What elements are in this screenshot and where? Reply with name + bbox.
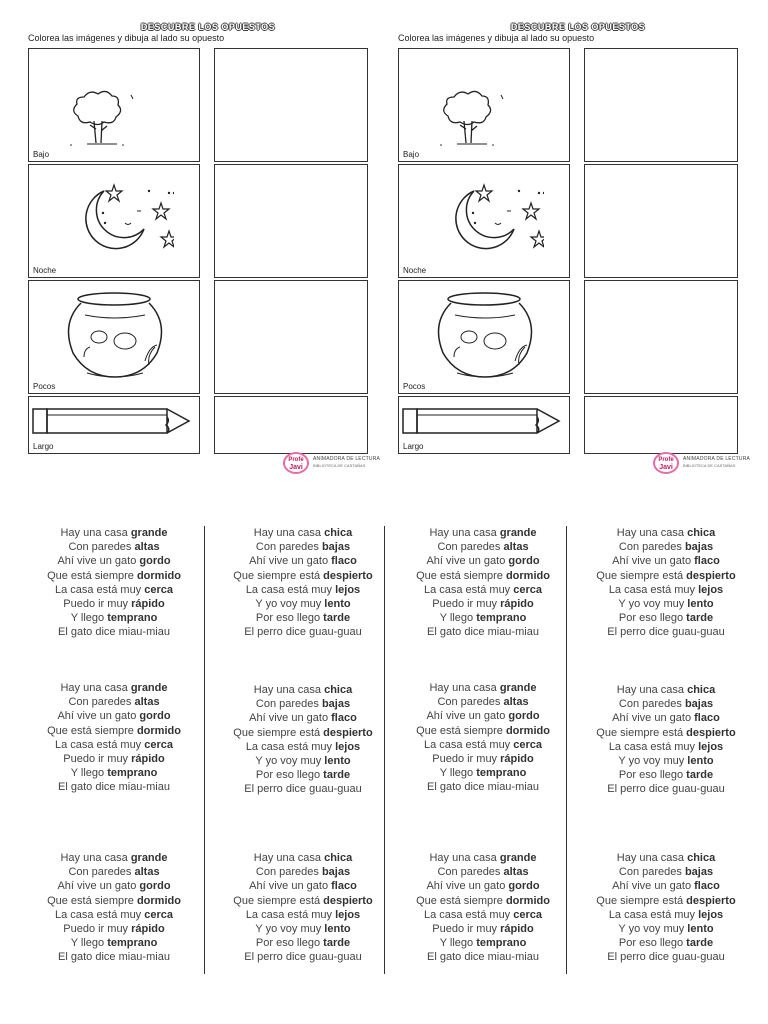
opposite-word: grande [499,527,537,539]
poem-line: Y llego temprano [70,937,158,950]
drawing-box[interactable] [584,280,738,394]
drawing-box[interactable] [214,396,368,454]
opposite-word: lento [687,923,714,936]
opposite-word: cerca [144,583,174,596]
poem-line: La casa está muy lejos [245,740,361,753]
poem-line: La casa está muy lejos [608,583,724,596]
opposite-word: temprano [107,937,158,950]
drawing-box[interactable] [584,164,738,278]
poem-line: Con paredes altas [437,541,529,554]
poem-line: Y llego temprano [439,937,527,950]
opposite-word: cerca [513,583,543,596]
poem-line: Puedo ir muy rápido [432,753,534,766]
opposite-word: chica [687,527,716,539]
poem-line: Con paredes bajas [255,866,351,879]
poem-line: Ahí vive un gato flaco [612,712,720,725]
opposite-word: rápido [500,923,534,936]
poem-line: Ahí vive un gato gordo [426,880,540,893]
poem-line: Ahí vive un gato gordo [426,555,540,568]
poem-line: Con paredes bajas [618,541,714,554]
opposite-word: gordo [139,555,171,568]
poem-line: Y llego temprano [439,612,527,625]
opposite-word: despierto [686,569,736,582]
opposite-word: lejos [335,583,361,596]
logo-line-2: BIBLIOTECA DE CASTAÑAS [683,463,736,468]
poem-line: La casa está muy cerca [54,908,174,921]
picture-box [28,48,200,162]
opposite-word: bajas [684,866,714,879]
opposite-word: rápido [131,923,165,936]
poem-line: Que siempre está despierto [596,726,736,739]
picture-label: Noche [403,266,427,275]
poem-line: Y llego temprano [439,767,527,780]
poem-line: La casa está muy cerca [54,583,174,596]
logo-badge: Profe Javi [653,452,679,474]
poem-line: El perro dice guau-guau [244,951,362,964]
opposite-word: lento [324,598,351,611]
poem-line: Ahí vive un gato gordo [57,710,171,723]
poem-card-opposites [576,683,756,797]
poem-line: Ahí vive un gato flaco [612,555,720,568]
poem-line: Que siempre está despierto [596,569,736,582]
opposite-word: flaco [694,712,720,725]
opposite-word: gordo [508,555,540,568]
opposite-word: bajas [684,541,714,554]
opposite-word: rápido [500,753,534,766]
opposite-word: flaco [694,880,720,893]
poem-line: Por eso llego tarde [618,612,714,625]
picture-label: Largo [403,442,424,451]
opposite-word: flaco [331,880,357,893]
poem-line: Con paredes altas [437,866,529,879]
picture-label: Bajo [33,150,50,159]
opposite-word: despierto [686,894,736,907]
poem-line: Por eso llego tarde [255,769,351,782]
poem-line: Ahí vive un gato flaco [249,880,357,893]
poem-line: Puedo ir muy rápido [63,598,165,611]
opposite-word: lejos [698,583,724,596]
opposite-word: chica [687,684,716,696]
poem-line: El gato dice miau-miau [427,626,539,639]
poem-line: Por eso llego tarde [618,769,714,782]
drawing-box[interactable] [214,280,368,394]
opposite-word: rápido [131,753,165,766]
picture-label: Bajo [403,150,420,159]
poem-line: Hay una casa grande [60,682,168,694]
poem-line: Que siempre está despierto [596,894,736,907]
poem-line: El perro dice guau-guau [607,783,725,796]
poem-line: Que está siempre dormido [416,894,550,907]
poem-line: Que está siempre dormido [416,724,550,737]
opposite-word: temprano [107,612,158,625]
picture-box [28,280,200,394]
poem-line: Y yo voy muy lento [618,755,714,768]
opposite-word: lento [687,755,714,768]
poem-line: Y yo voy muy lento [618,598,714,611]
poem-line: Hay una casa chica [616,527,716,539]
opposite-word: rápido [131,598,165,611]
opposite-word: lento [324,923,351,936]
poem-line: Con paredes bajas [618,698,714,711]
poem-line: Que siempre está despierto [233,894,373,907]
opposite-word: temprano [476,937,527,950]
poem-line: Puedo ir muy rápido [432,598,534,611]
profe-javi-logo [283,452,393,476]
poem-line: Con paredes altas [68,541,160,554]
opposite-word: lejos [698,908,724,921]
poem-line: El perro dice guau-guau [607,626,725,639]
poem-line: Con paredes altas [68,696,160,709]
picture-box [398,164,570,278]
drawing-box[interactable] [584,396,738,454]
poem-line: La casa está muy cerca [423,908,543,921]
opposite-word: tarde [686,937,714,950]
poem-line: Ahí vive un gato gordo [426,710,540,723]
poem-card-original [24,681,204,795]
drawing-box[interactable] [584,48,738,162]
poem-line: Hay una casa chica [253,684,353,696]
poem-line: El gato dice miau-miau [427,951,539,964]
poem-line: Hay una casa chica [616,684,716,696]
opposite-word: gordo [508,710,540,723]
opposite-word: lejos [698,740,724,753]
poem-line: Puedo ir muy rápido [432,923,534,936]
opposite-word: lento [324,755,351,768]
opposite-word: tarde [323,937,351,950]
opposite-word: dormido [136,894,181,907]
poem-line: La casa está muy lejos [608,908,724,921]
poem-line: Que siempre está despierto [233,726,373,739]
opposite-word: altas [503,696,529,709]
opposite-word: dormido [505,894,550,907]
poem-line: Y llego temprano [70,612,158,625]
poem-line: La casa está muy lejos [608,740,724,753]
logo-line-1: ANIMADORA DE LECTURA [683,456,751,462]
opposite-word: gordo [508,880,540,893]
worksheet-right [398,22,758,471]
poem-line: La casa está muy cerca [423,583,543,596]
worksheet-title: DESCUBRE LOS OPUESTOS [510,22,646,32]
opposite-word: lejos [335,740,361,753]
poem-line: Puedo ir muy rápido [63,923,165,936]
poem-line: Con paredes altas [68,866,160,879]
opposite-word: despierto [323,726,373,739]
drawing-box[interactable] [214,48,368,162]
poem-line: El perro dice guau-guau [607,951,725,964]
poem-line: Ahí vive un gato gordo [57,555,171,568]
poem-line: La casa está muy cerca [423,738,543,751]
poem-line: El gato dice miau-miau [58,781,170,794]
logo-line-2: BIBLIOTECA DE CASTAÑAS [313,463,366,468]
poem-card-opposites [213,683,393,797]
poem-line: La casa está muy lejos [245,908,361,921]
opposite-word: flaco [331,555,357,568]
opposite-word: lejos [335,908,361,921]
poem-card-opposites [576,526,756,640]
poem-line: Ahí vive un gato gordo [57,880,171,893]
opposite-word: tarde [323,769,351,782]
worksheet-instructions: Colorea las imágenes y dibuja al lado su opuesto [398,33,595,43]
worksheet-instructions: Colorea las imágenes y dibuja al lado su opuesto [28,33,225,43]
poem-line: El perro dice guau-guau [244,783,362,796]
poem-card-original [24,851,204,965]
opposite-word: rápido [500,598,534,611]
picture-label: Noche [33,266,57,275]
opposite-word: lento [687,598,714,611]
poem-line: Puedo ir muy rápido [63,753,165,766]
poem-line: Por eso llego tarde [255,612,351,625]
opposite-word: flaco [694,555,720,568]
opposite-word: tarde [686,769,714,782]
poem-line: Con paredes bajas [255,698,351,711]
opposite-word: grande [499,682,537,694]
opposite-word: temprano [476,612,527,625]
poem-line: Que está siempre dormido [47,724,181,737]
poem-line: La casa está muy lejos [245,583,361,596]
picture-box [28,396,200,454]
poem-line: Ahí vive un gato flaco [612,880,720,893]
opposite-word: bajas [321,866,351,879]
opposite-word: altas [134,866,160,879]
picture-label: Pocos [33,382,56,391]
poem-line: Hay una casa chica [253,527,353,539]
opposite-word: cerca [513,908,543,921]
opposite-word: despierto [323,894,373,907]
opposite-word: temprano [107,767,158,780]
opposite-word: grande [130,852,168,864]
opposite-word: cerca [144,908,174,921]
poem-line: El gato dice miau-miau [58,626,170,639]
poem-line: Hay una casa chica [253,852,353,864]
opposite-word: cerca [513,738,543,751]
opposite-word: chica [687,852,716,864]
poem-line: La casa está muy cerca [54,738,174,751]
poem-line: Y yo voy muy lento [255,923,351,936]
poem-card-original [393,681,573,795]
poem-line: El gato dice miau-miau [58,951,170,964]
poem-line: Con paredes altas [437,696,529,709]
column-divider [204,526,205,974]
poem-line: Por eso llego tarde [618,937,714,950]
opposite-word: chica [324,684,353,696]
poem-line: Con paredes bajas [618,866,714,879]
poem-line: Ahí vive un gato flaco [249,712,357,725]
poem-card-original [393,851,573,965]
poem-line: Ahí vive un gato flaco [249,555,357,568]
poem-line: Hay una casa grande [60,852,168,864]
opposite-word: chica [324,527,353,539]
opposite-word: grande [130,682,168,694]
poem-line: Hay una casa grande [429,527,537,539]
opposite-word: gordo [139,880,171,893]
poem-line: El gato dice miau-miau [427,781,539,794]
poem-line: Y yo voy muy lento [255,598,351,611]
poem-line: Que siempre está despierto [233,569,373,582]
opposite-word: grande [130,527,168,539]
opposite-word: cerca [144,738,174,751]
picture-label: Largo [33,442,54,451]
opposite-word: temprano [476,767,527,780]
poem-line: Que está siempre dormido [47,569,181,582]
picture-box [398,48,570,162]
profe-javi-logo [653,452,763,476]
opposite-word: chica [324,852,353,864]
worksheet-left [28,22,388,471]
poem-card-original [393,526,573,640]
poem-card-original [24,526,204,640]
opposite-word: bajas [684,698,714,711]
poem-line: Y llego temprano [70,767,158,780]
opposite-word: dormido [136,569,181,582]
opposite-word: bajas [321,541,351,554]
poem-card-opposites [213,526,393,640]
drawing-box[interactable] [214,164,368,278]
poem-line: Hay una casa chica [616,852,716,864]
poem-line: Que está siempre dormido [47,894,181,907]
opposite-word: dormido [136,724,181,737]
poem-line: Que está siempre dormido [416,569,550,582]
opposite-word: grande [499,852,537,864]
poem-line: Hay una casa grande [60,527,168,539]
logo-line-1: ANIMADORA DE LECTURA [313,456,381,462]
opposite-word: despierto [323,569,373,582]
poem-line: Con paredes bajas [255,541,351,554]
picture-box [398,396,570,454]
opposite-word: altas [503,866,529,879]
poem-card-opposites [576,851,756,965]
poem-line: Hay una casa grande [429,852,537,864]
opposite-word: altas [134,541,160,554]
opposite-word: tarde [323,612,351,625]
logo-badge: Profe Javi [283,452,309,474]
opposite-word: altas [134,696,160,709]
worksheet-title: DESCUBRE LOS OPUESTOS [140,22,276,32]
opposite-word: dormido [505,569,550,582]
picture-box [28,164,200,278]
opposite-word: despierto [686,726,736,739]
opposite-word: gordo [139,710,171,723]
picture-label: Pocos [403,382,426,391]
poem-card-opposites [213,851,393,965]
opposite-word: dormido [505,724,550,737]
opposite-word: altas [503,541,529,554]
opposite-word: tarde [686,612,714,625]
picture-box [398,280,570,394]
opposite-word: flaco [331,712,357,725]
poem-line: Hay una casa grande [429,682,537,694]
poem-line: El perro dice guau-guau [244,626,362,639]
opposite-word: bajas [321,698,351,711]
poem-line: Y yo voy muy lento [618,923,714,936]
poem-line: Por eso llego tarde [255,937,351,950]
poem-line: Y yo voy muy lento [255,755,351,768]
